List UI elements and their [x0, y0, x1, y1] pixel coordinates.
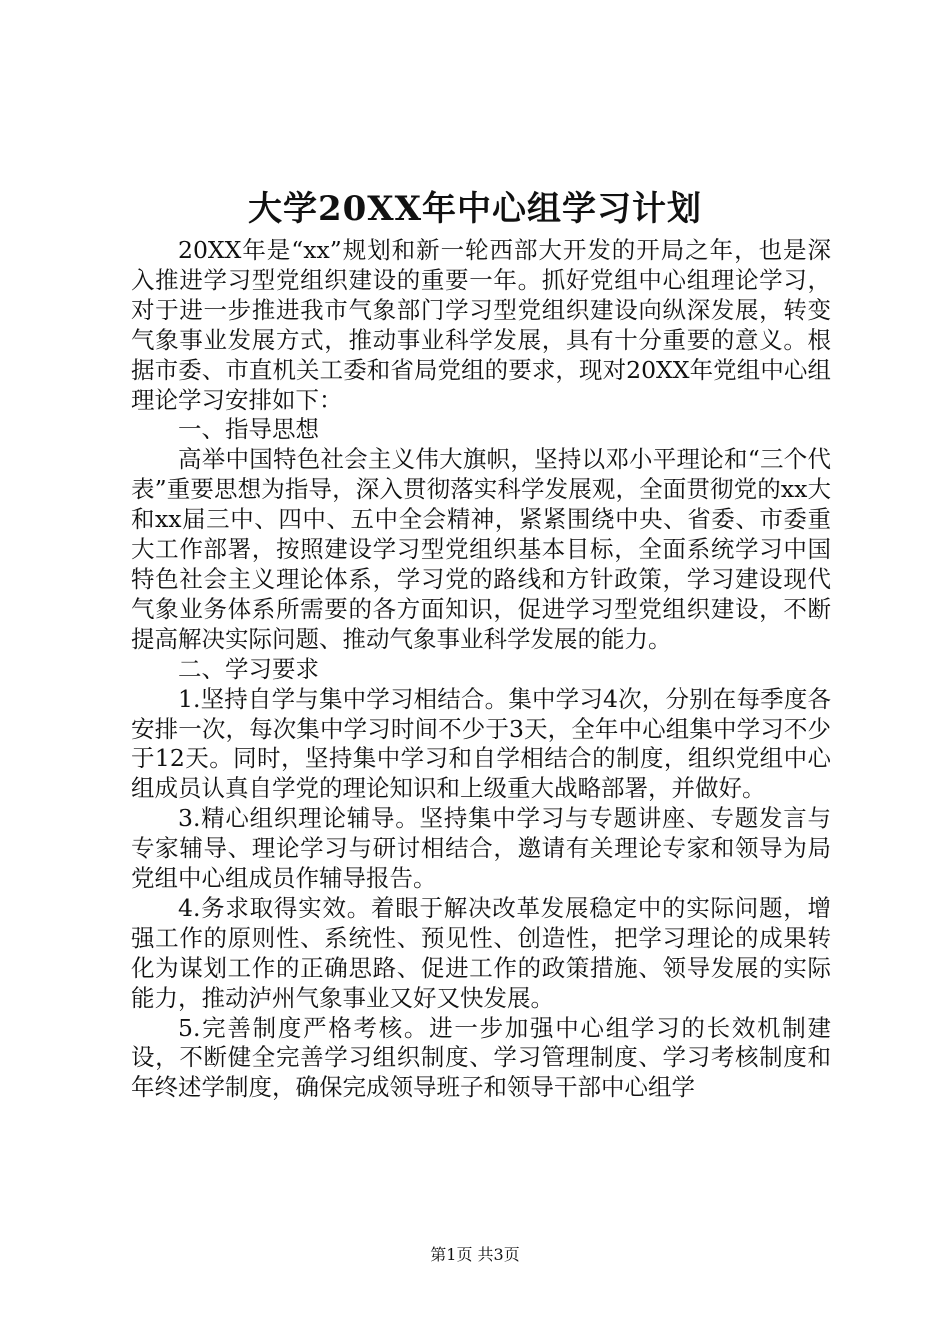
paragraph-intro: 20XX年是“xx”规划和新一轮西部大开发的开局之年，也是深入推进学习型党组织建设的重要一年。抓好党组中心组理论学习，对于进一步推进我市气象部门学习型党组织建设向纵深发展，转变气象事业发展方式，推动事业科学发展，具有十分重要的意义。根据市委、市直机关工委和省局党组的要求，现对20XX年党组中心组理论学习安排如下：: [131, 236, 831, 414]
paragraph-requirement-1: 1.坚持自学与集中学习相结合。集中学习4次，分别在每季度各安排一次，每次集中学习时间不少于3天，全年中心组集中学习不少于12天。同时，坚持集中学习和自学相结合的制度，组织党组中心组成员认真自学党的理论知识和上级重大战略部署，并做好。: [131, 684, 831, 803]
paragraph-guiding-thought: 高举中国特色社会主义伟大旗帜，坚持以邓小平理论和“三个代表”重要思想为指导，深入贯彻落实科学发展观，全面贯彻党的xx大和xx届三中、四中、五中全会精神，紧紧围绕中央、省委、市委重大工作部署，按照建设学习型党组织基本目标，全面系统学习中国特色社会主义理论体系，学习党的路线和方针政策，学习建设现代气象业务体系所需要的各方面知识，促进学习型党组织建设，不断提高解决实际问题、推动气象事业科学发展的能力。: [131, 445, 831, 653]
paragraph-requirement-5: 5.完善制度严格考核。进一步加强中心组学习的长效机制建设，不断健全完善学习组织制度、学习管理制度、学习考核制度和年终述学制度，确保完成领导班子和领导干部中心组学: [131, 1013, 831, 1102]
paragraph-requirement-4: 4.务求取得实效。着眼于解决改革发展稳定中的实际问题，增强工作的原则性、系统性、预见性、创造性，把学习理论的成果转化为谋划工作的正确思路、促进工作的政策措施、领导发展的实际能力，推动泸州气象事业又好又快发展。: [131, 893, 831, 1012]
paragraph-requirement-3: 3.精心组织理论辅导。坚持集中学习与专题讲座、专题发言与专家辅导、理论学习与研讨相结合，邀请有关理论专家和领导为局党组中心组成员作辅导报告。: [131, 804, 831, 893]
section-heading-guiding-thought: 一、指导思想: [178, 415, 319, 444]
section-heading-study-requirements: 二、学习要求: [178, 654, 319, 683]
document-title: 大学20XX年中心组学习计划: [247, 189, 703, 229]
page-footer: 第1页 共3页: [430, 1245, 520, 1264]
document-body: [131, 236, 831, 1103]
